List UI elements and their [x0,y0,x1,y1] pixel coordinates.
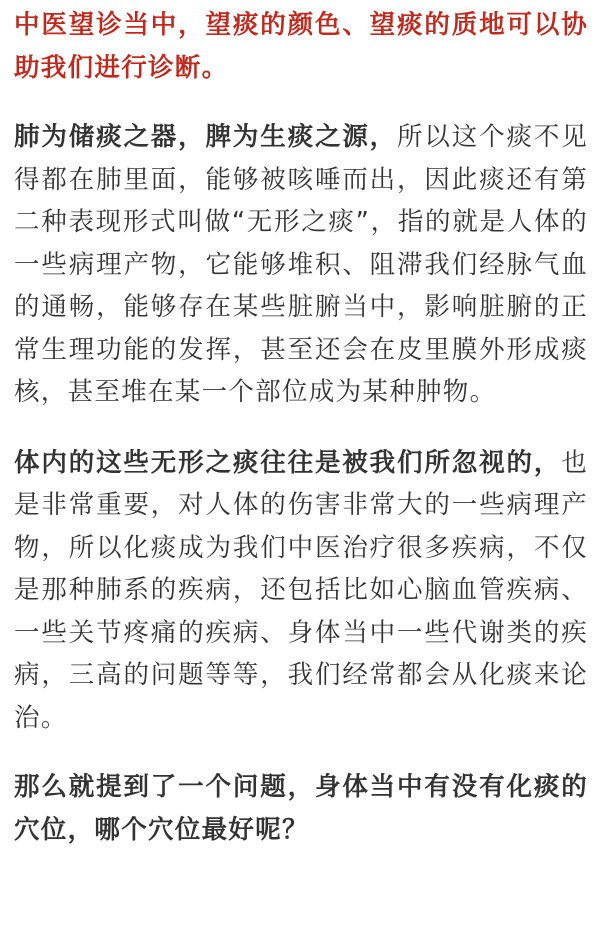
invisible-phlegm-body: 也是非常重要，对人体的伤害非常大的一些病理产物，所以化痰成为我们中医治疗很多疾病，不仅是那种肺系的疾病，还包括比如心脑血管疾病、一些关节疼痛的疾病、身体当中一些代谢类的疾病，三高的问题等等，我们经常都会从化痰来论治。 [14,447,588,733]
acupoint-question-text: 那么就提到了一个问题，身体当中有没有化痰的穴位，哪个穴位最好呢？ [14,772,588,845]
article-body [14,0,588,851]
acupoint-question-paragraph [14,766,588,851]
intro-paragraph [14,0,588,89]
invisible-phlegm-paragraph [14,442,588,740]
phlegm-source-lead: 肺为储痰之器，脾为生痰之源， [14,122,398,152]
phlegm-source-body: 所以这个痰不见得都在肺里面，能够被咳唾而出，因此痰还有第二种表现形式叫做“无形之痰”，指的就是人体的一些病理产物，它能够堆积、阻滞我们经脉气血的通畅，能够存在某些脏腑当中，影响脏腑的正常生理功能的发挥，甚至还会在皮里膜外形成痰核，甚至堆在某一个部位成为某种肿物。 [14,122,589,407]
intro-highlight-text: 中医望诊当中，望痰的颜色、望痰的质地可以协助我们进行诊断。 [14,10,588,83]
invisible-phlegm-lead: 体内的这些无形之痰往往是被我们所忽视的， [14,447,562,478]
phlegm-source-paragraph [14,116,588,414]
